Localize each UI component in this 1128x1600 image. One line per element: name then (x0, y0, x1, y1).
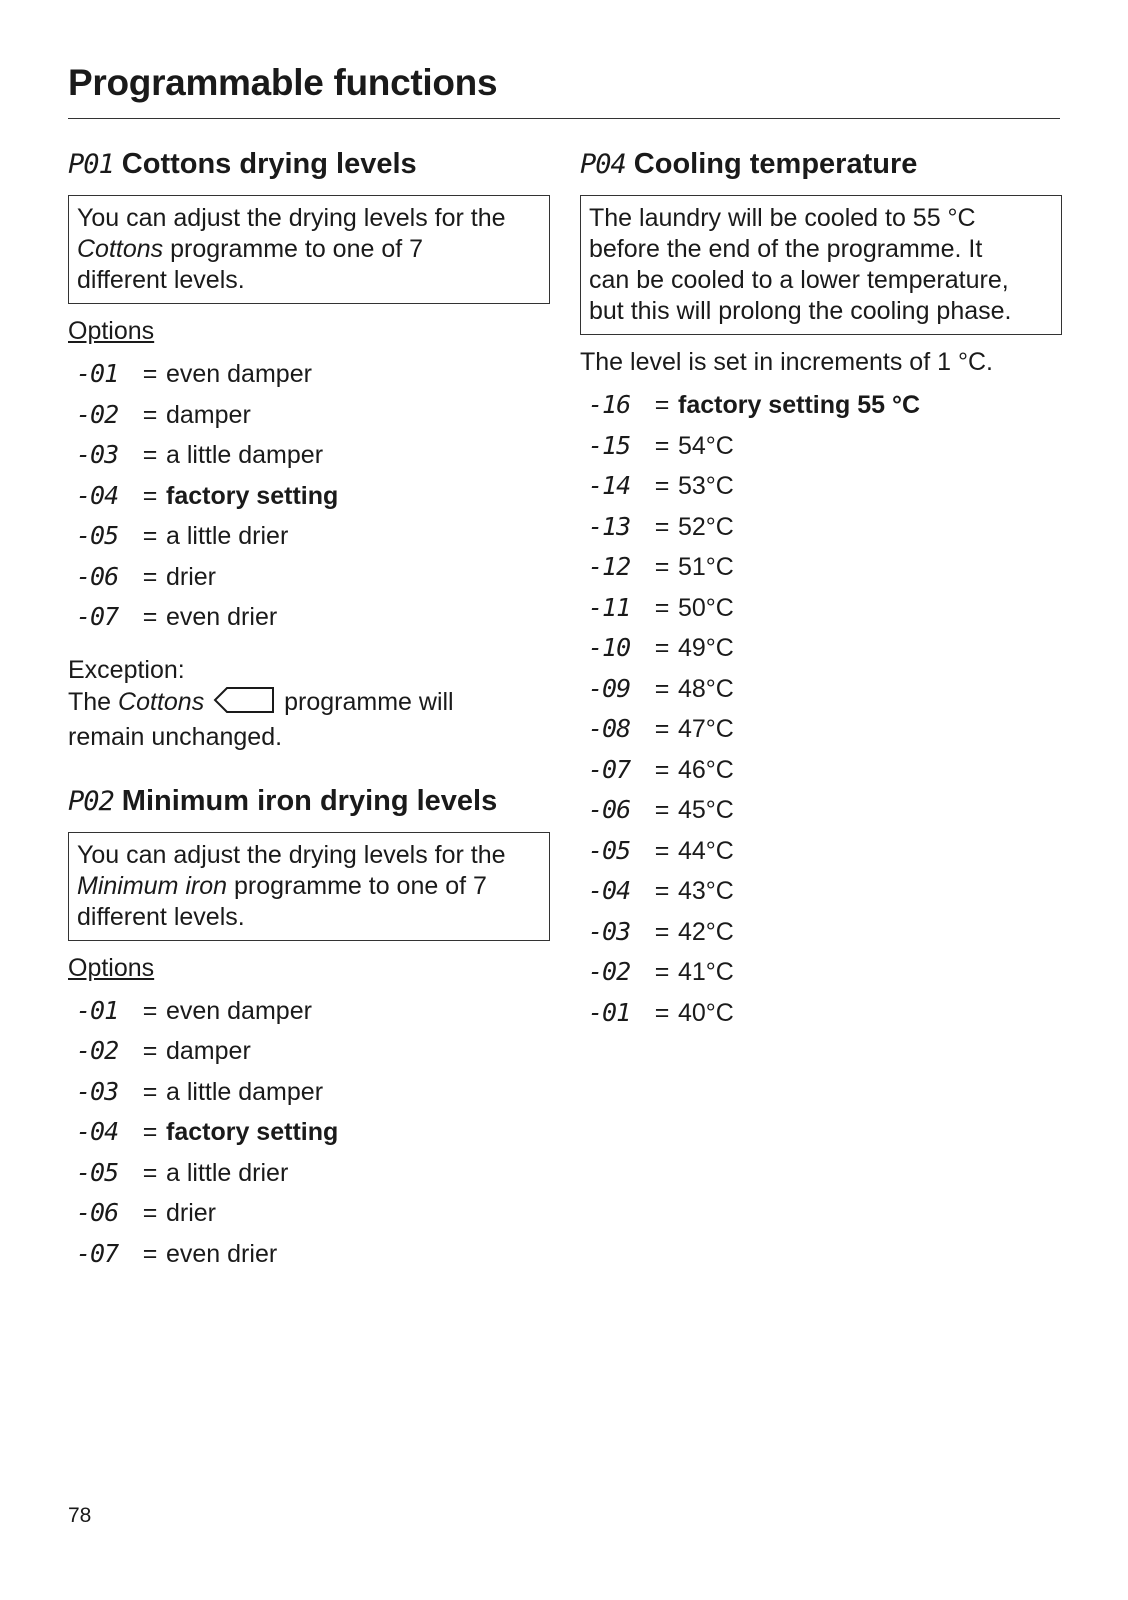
option-code: -05 (588, 835, 631, 865)
option-label: even drier (166, 603, 278, 631)
option-equals: = (654, 431, 670, 460)
option-row (68, 1117, 553, 1158)
option-equals: = (654, 472, 670, 500)
p01-exception (68, 655, 553, 753)
option-equals: = (654, 796, 670, 824)
option-row (68, 1198, 553, 1239)
option-row (68, 400, 553, 441)
option-row (580, 390, 1065, 431)
option-label: 45°C (678, 796, 734, 824)
option-label: a little drier (166, 522, 289, 550)
right-column (580, 146, 1065, 1038)
option-code: -08 (588, 714, 631, 743)
option-equals: = (142, 522, 158, 550)
option-row (68, 1158, 553, 1199)
option-code: -10 (588, 633, 631, 662)
option-code: -03 (588, 916, 631, 946)
p04-increment-note: The level is set in increments of 1 °C. (580, 348, 993, 376)
option-row (68, 1036, 553, 1077)
p02-box-program-name: Minimum iron (77, 871, 228, 900)
option-label: 53°C (678, 472, 734, 500)
option-equals: = (142, 481, 158, 510)
option-code: -05 (76, 1157, 119, 1187)
p01-box-program-name: Cottons (77, 235, 164, 263)
option-row (580, 471, 1065, 512)
option-equals: = (654, 634, 670, 662)
option-code: -04 (588, 876, 631, 905)
option-equals: = (142, 603, 158, 631)
option-label: 50°C (678, 593, 734, 622)
option-code: -13 (588, 511, 631, 541)
section-p02 (68, 783, 553, 1280)
option-code: -01 (588, 997, 631, 1027)
p01-box-line3: different levels. (77, 266, 245, 294)
option-row (580, 714, 1065, 755)
option-label: a little drier (166, 1158, 289, 1187)
option-code: -07 (76, 602, 119, 631)
p04-options-list (580, 390, 1065, 1038)
option-code: -11 (588, 592, 631, 622)
p04-box-line4: but this will prolong the cooling phase. (589, 297, 1012, 325)
option-code: -06 (76, 1198, 119, 1227)
option-row (580, 836, 1065, 877)
option-code: -07 (588, 754, 631, 784)
option-row (68, 1239, 553, 1280)
p01-heading (68, 146, 553, 183)
option-code: -14 (588, 471, 631, 500)
option-code: -12 (588, 552, 631, 581)
option-code: -04 (76, 480, 119, 510)
option-label: 48°C (678, 674, 734, 703)
option-code: -03 (76, 1076, 119, 1106)
option-row (580, 998, 1065, 1039)
option-row (68, 996, 553, 1037)
option-code: -02 (76, 399, 119, 429)
option-label: damper (166, 400, 251, 429)
option-label: factory setting 55 °C (678, 391, 921, 419)
option-row (580, 431, 1065, 472)
p04-box-line3: can be cooled to a lower temperature, (589, 266, 1009, 294)
option-row (580, 674, 1065, 715)
p02-options-label: Options (68, 953, 155, 982)
option-equals: = (142, 441, 158, 469)
option-label: 40°C (678, 998, 734, 1027)
option-label: 54°C (678, 431, 734, 460)
page-title: Programmable functions (68, 62, 498, 103)
option-equals: = (142, 360, 158, 388)
p01-options-label: Options (68, 317, 155, 345)
option-row (580, 593, 1065, 634)
option-label: 52°C (678, 512, 734, 541)
option-label: even damper (166, 996, 312, 1025)
option-label: factory setting (166, 1118, 339, 1146)
p02-options-list (68, 996, 553, 1280)
p02-info-box (68, 832, 550, 941)
option-label: 43°C (678, 877, 734, 905)
option-code: -05 (76, 521, 119, 550)
option-equals: = (142, 1037, 158, 1065)
p01-exception-label: Exception: (68, 655, 185, 684)
p01-title: Cottons drying levels (121, 148, 417, 180)
option-label: 41°C (678, 958, 734, 986)
p01-box-line2-rest: programme to one of 7 (163, 235, 424, 263)
p04-code: P04 (580, 149, 626, 180)
option-equals: = (142, 1077, 158, 1106)
option-equals: = (142, 996, 158, 1025)
option-code: -09 (588, 673, 631, 703)
option-code: -01 (76, 995, 119, 1025)
option-row (68, 440, 553, 481)
p01-info-box (68, 195, 550, 304)
option-label: 46°C (678, 755, 734, 784)
p02-box-line1: You can adjust the drying levels for the (77, 840, 506, 869)
option-code: -03 (76, 440, 119, 469)
option-code: -06 (76, 561, 119, 591)
p01-exception-program-name: Cottons (118, 687, 205, 716)
option-label: a little damper (166, 441, 324, 469)
option-row (68, 1077, 553, 1118)
p01-exception-the: The (68, 687, 112, 716)
p01-exception-rest1: programme will (277, 687, 454, 716)
option-row (68, 562, 553, 603)
page-number: 78 (68, 1504, 92, 1527)
option-label: even drier (166, 1239, 278, 1268)
option-equals: = (142, 1118, 158, 1146)
option-equals: = (654, 917, 670, 946)
p02-box-line3: different levels. (77, 902, 245, 931)
option-equals: = (654, 998, 670, 1027)
p01-exception-line (68, 686, 553, 722)
option-equals: = (142, 562, 158, 591)
option-row (68, 359, 553, 400)
option-label: 42°C (678, 917, 734, 946)
option-equals: = (142, 1199, 158, 1227)
option-equals: = (654, 512, 670, 541)
p02-box-line2-rest: programme to one of 7 (227, 871, 487, 900)
option-equals: = (654, 755, 670, 784)
option-row (68, 521, 553, 562)
p02-box-line2 (77, 871, 541, 902)
option-label: drier (166, 1199, 217, 1227)
option-equals: = (654, 877, 670, 905)
option-equals: = (654, 553, 670, 581)
section-p04 (580, 146, 1065, 1038)
p01-box-line1: You can adjust the drying levels for the (77, 204, 506, 232)
p04-info-box (580, 195, 1062, 335)
option-label: drier (166, 562, 217, 591)
option-equals: = (654, 593, 670, 622)
p01-exception-rest2: remain unchanged. (68, 722, 283, 751)
option-row (580, 957, 1065, 998)
option-code: -04 (76, 1117, 119, 1146)
option-equals: = (654, 674, 670, 703)
option-label: 51°C (678, 553, 734, 581)
option-label: a little damper (166, 1077, 324, 1106)
option-code: -16 (588, 390, 631, 419)
option-row (580, 795, 1065, 836)
p01-code: P01 (68, 149, 114, 180)
option-code: -15 (588, 430, 631, 460)
p01-box-line2 (77, 234, 541, 265)
p02-code: P02 (68, 785, 114, 817)
option-label: 49°C (678, 634, 734, 662)
option-equals: = (654, 958, 670, 986)
option-equals: = (654, 836, 670, 865)
title-divider (68, 118, 1060, 119)
p02-title: Minimum iron drying levels (121, 784, 498, 817)
option-row (580, 917, 1065, 958)
p04-title: Cooling temperature (633, 148, 918, 180)
option-code: -02 (76, 1036, 119, 1065)
option-code: -02 (588, 957, 631, 986)
option-equals: = (654, 391, 670, 419)
option-equals: = (142, 400, 158, 429)
option-label: even damper (166, 360, 312, 388)
option-row (580, 633, 1065, 674)
option-row (68, 602, 553, 643)
p04-box-line1: The laundry will be cooled to 55 °C (589, 204, 976, 232)
option-label: factory setting (166, 481, 339, 510)
left-column (68, 146, 553, 1279)
section-p01 (68, 146, 553, 753)
p04-box-line2: before the end of the programme. It (589, 235, 983, 263)
p01-options-list (68, 359, 553, 643)
option-code: -07 (76, 1238, 119, 1268)
option-row (580, 512, 1065, 553)
option-row (68, 481, 553, 522)
option-label: 44°C (678, 836, 734, 865)
option-equals: = (142, 1158, 158, 1187)
option-code: -06 (588, 795, 631, 824)
option-label: damper (166, 1037, 251, 1065)
option-label: 47°C (678, 715, 734, 743)
option-equals: = (142, 1239, 158, 1268)
option-row (580, 876, 1065, 917)
option-row (580, 552, 1065, 593)
cottons-programme-symbol-icon (213, 686, 275, 722)
option-row (580, 755, 1065, 796)
option-equals: = (654, 715, 670, 743)
p02-heading (68, 783, 553, 820)
option-code: -01 (76, 359, 119, 388)
p04-heading (580, 146, 1065, 183)
